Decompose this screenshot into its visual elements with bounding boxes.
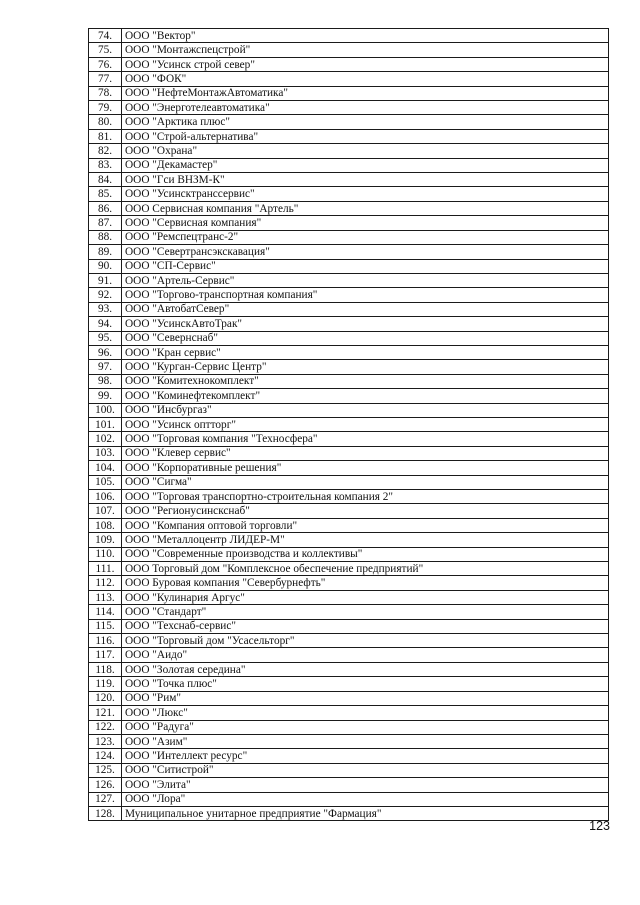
table-row [89,605,609,619]
row-number: 94. [89,317,122,331]
row-number: 91. [89,273,122,287]
table-row [89,576,609,590]
table-row [89,259,609,273]
table-row [89,706,609,720]
row-number: 124. [89,749,122,763]
row-number: 86. [89,201,122,215]
table-row [89,86,609,100]
organization-name: ООО "Арктика плюс" [122,115,609,129]
organization-name: ООО "Севернснаб" [122,331,609,345]
table-row [89,475,609,489]
row-number: 89. [89,245,122,259]
row-number: 108. [89,518,122,532]
table-row [89,230,609,244]
table-row [89,417,609,431]
table-row [89,533,609,547]
table-row [89,158,609,172]
organizations-table-body [89,29,609,821]
row-number: 102. [89,432,122,446]
organization-name: ООО "Усинсктранссервис" [122,187,609,201]
row-number: 90. [89,259,122,273]
row-number: 75. [89,43,122,57]
table-row [89,691,609,705]
organization-name: ООО "ФОК" [122,72,609,86]
row-number: 112. [89,576,122,590]
table-row [89,648,609,662]
organization-name: ООО "Стандарт" [122,605,609,619]
table-row [89,129,609,143]
table-row [89,144,609,158]
organization-name: ООО "СП-Сервис" [122,259,609,273]
organization-name: ООО "Компания оптовой торговли" [122,518,609,532]
table-row [89,389,609,403]
table-row [89,43,609,57]
row-number: 100. [89,403,122,417]
organization-name: ООО "Коминефтекомплект" [122,389,609,403]
organization-name: ООО "Техснаб-сервис" [122,619,609,633]
organization-name: ООО "Декамастер" [122,158,609,172]
organization-name: ООО "Регионусинскснаб" [122,504,609,518]
row-number: 128. [89,806,122,820]
row-number: 104. [89,461,122,475]
table-row [89,504,609,518]
organization-name: ООО "Ремспецтранс-2" [122,230,609,244]
organization-name: ООО "Аидо" [122,648,609,662]
organization-name: ООО "Корпоративные решения" [122,461,609,475]
organization-name: ООО "АвтобатСевер" [122,302,609,316]
row-number: 99. [89,389,122,403]
row-number: 96. [89,345,122,359]
table-row [89,245,609,259]
row-number: 125. [89,763,122,777]
table-row [89,763,609,777]
organization-name: ООО "Кран сервис" [122,345,609,359]
organization-name: ООО "Рим" [122,691,609,705]
table-row [89,173,609,187]
organization-name: ООО "Лора" [122,792,609,806]
row-number: 77. [89,72,122,86]
row-number: 97. [89,360,122,374]
table-row [89,677,609,691]
organization-name: ООО Торговый дом "Комплексное обеспечение предприятий" [122,562,609,576]
table-row [89,562,609,576]
organization-name: ООО "Кулинария Аргус" [122,590,609,604]
organization-name: ООО "Сервисная компания" [122,216,609,230]
organization-name: ООО "Торговая компания "Техносфера" [122,432,609,446]
page-number: 123 [589,819,610,833]
organization-name: ООО "Торговая транспортно-строительная компания 2" [122,490,609,504]
row-number: 85. [89,187,122,201]
table-row [89,490,609,504]
organization-name: ООО "Ситистрой" [122,763,609,777]
row-number: 121. [89,706,122,720]
row-number: 111. [89,562,122,576]
table-row [89,590,609,604]
organization-name: ООО "Строй-альтернатива" [122,129,609,143]
table-row [89,634,609,648]
organization-name: ООО "Люкс" [122,706,609,720]
row-number: 120. [89,691,122,705]
table-row [89,216,609,230]
row-number: 115. [89,619,122,633]
organization-name: ООО "Инсбургаз" [122,403,609,417]
organization-name: ООО "Радуга" [122,720,609,734]
organization-name: ООО "Артель-Сервис" [122,273,609,287]
organization-name: ООО "Усинск оптторг" [122,417,609,431]
table-row [89,547,609,561]
row-number: 118. [89,662,122,676]
table-row [89,778,609,792]
row-number: 122. [89,720,122,734]
row-number: 78. [89,86,122,100]
row-number: 98. [89,374,122,388]
table-row [89,201,609,215]
organization-name: ООО "Комитехнокомплект" [122,374,609,388]
table-row [89,101,609,115]
table-row [89,749,609,763]
table-row [89,432,609,446]
organization-name: ООО "Курган-Сервис Центр" [122,360,609,374]
organization-name: ООО "Охрана" [122,144,609,158]
table-row [89,792,609,806]
row-number: 74. [89,29,122,43]
row-number: 105. [89,475,122,489]
organization-name: ООО "Монтажспецстрой" [122,43,609,57]
table-row [89,518,609,532]
organization-name: ООО "Металлоцентр ЛИДЕР-М" [122,533,609,547]
row-number: 76. [89,57,122,71]
table-row [89,331,609,345]
organization-name: ООО "Севертрансэкскавация" [122,245,609,259]
row-number: 88. [89,230,122,244]
organization-name: ООО "Торгово-транспортная компания" [122,288,609,302]
row-number: 82. [89,144,122,158]
row-number: 116. [89,634,122,648]
table-row [89,345,609,359]
table-row [89,57,609,71]
organization-name: ООО "Точка плюс" [122,677,609,691]
organization-name: ООО "Вектор" [122,29,609,43]
table-row [89,72,609,86]
table-row [89,317,609,331]
row-number: 119. [89,677,122,691]
row-number: 84. [89,173,122,187]
row-number: 92. [89,288,122,302]
row-number: 126. [89,778,122,792]
row-number: 107. [89,504,122,518]
table-row [89,302,609,316]
table-row [89,446,609,460]
table-row [89,29,609,43]
row-number: 123. [89,734,122,748]
organization-name: ООО "УсинскАвтоТрак" [122,317,609,331]
row-number: 117. [89,648,122,662]
organization-name: ООО "Азим" [122,734,609,748]
organization-name: ООО "Элита" [122,778,609,792]
table-row [89,662,609,676]
row-number: 93. [89,302,122,316]
table-row [89,374,609,388]
table-row [89,720,609,734]
table-row [89,288,609,302]
table-row [89,619,609,633]
table-row [89,403,609,417]
organization-name: ООО "Усинск строй север" [122,57,609,71]
organization-name: ООО "Энерготелеавтоматика" [122,101,609,115]
row-number: 106. [89,490,122,504]
row-number: 81. [89,129,122,143]
organization-name: ООО "Клевер сервис" [122,446,609,460]
row-number: 103. [89,446,122,460]
table-row [89,360,609,374]
table-row [89,273,609,287]
organization-name: Муниципальное унитарное предприятие "Фармация" [122,806,609,820]
table-row [89,115,609,129]
table-row [89,461,609,475]
organization-name: ООО "Сигма" [122,475,609,489]
table-row [89,806,609,820]
organization-name: ООО "НефтеМонтажАвтоматика" [122,86,609,100]
table-row [89,734,609,748]
row-number: 127. [89,792,122,806]
table-row [89,187,609,201]
row-number: 109. [89,533,122,547]
row-number: 79. [89,101,122,115]
organization-name: ООО "Современные производства и коллективы" [122,547,609,561]
row-number: 95. [89,331,122,345]
organization-name: ООО "Интеллект ресурс" [122,749,609,763]
organization-name: ООО Сервисная компания "Артель" [122,201,609,215]
row-number: 110. [89,547,122,561]
row-number: 87. [89,216,122,230]
organization-name: ООО Буровая компания "Севербурнефть" [122,576,609,590]
organization-name: ООО "Гси ВНЗМ-К" [122,173,609,187]
row-number: 114. [89,605,122,619]
row-number: 101. [89,417,122,431]
row-number: 83. [89,158,122,172]
organization-name: ООО "Золотая середина" [122,662,609,676]
organizations-table [88,28,609,821]
row-number: 113. [89,590,122,604]
row-number: 80. [89,115,122,129]
organization-name: ООО "Торговый дом "Усасельторг" [122,634,609,648]
